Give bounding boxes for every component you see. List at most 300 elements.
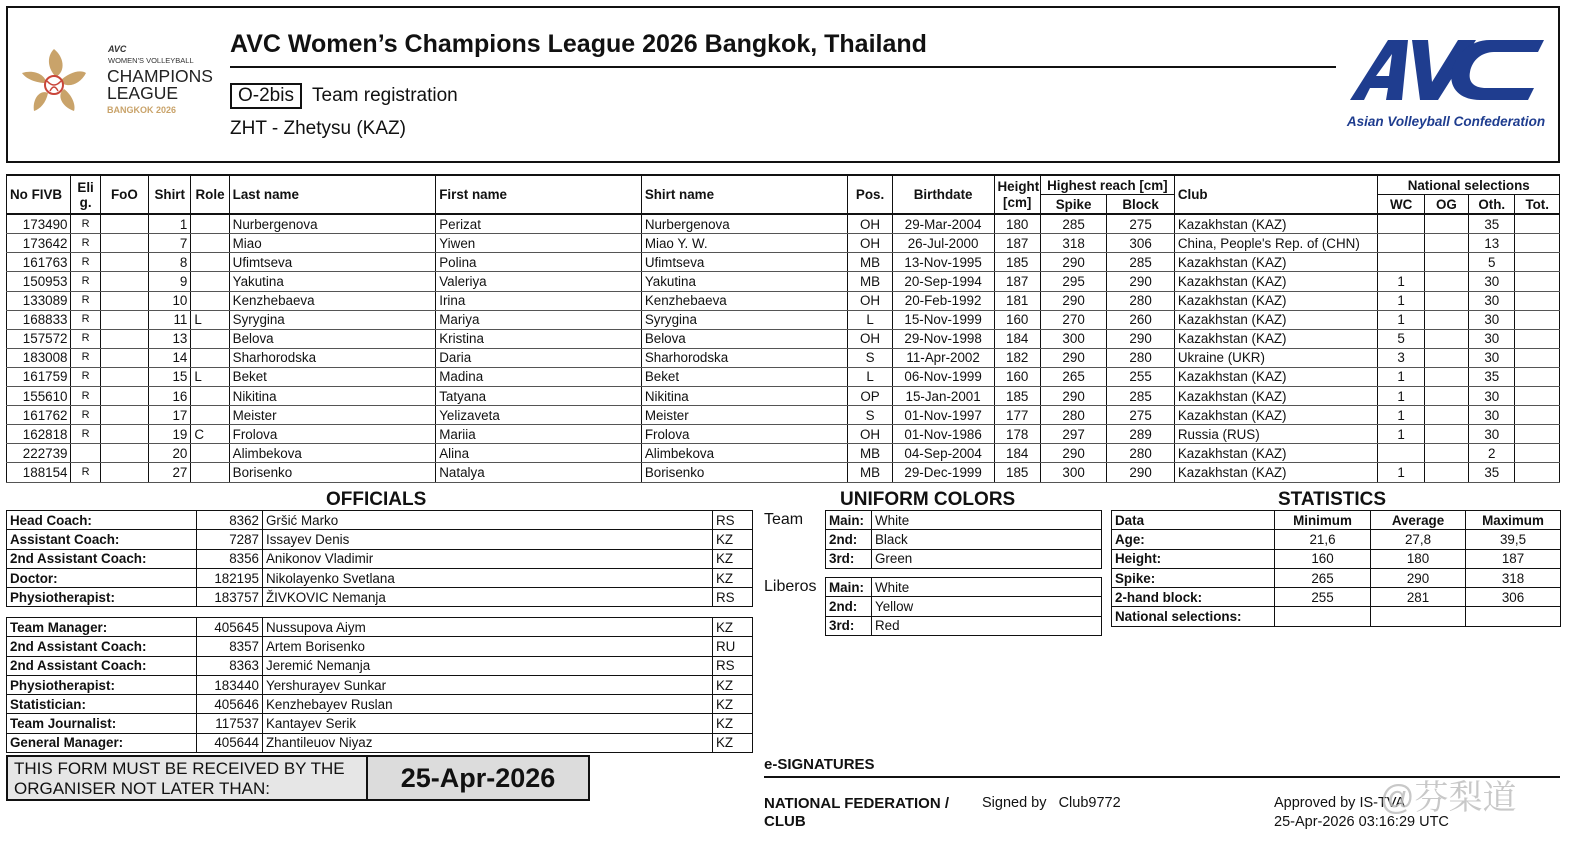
stats-max: 39,5	[1466, 530, 1561, 549]
player-first-name: Mariya	[436, 310, 642, 329]
player-wc: 5	[1378, 329, 1424, 348]
official-row	[7, 549, 753, 568]
uniform-team-label: Team	[764, 511, 804, 528]
player-og	[1424, 444, 1468, 463]
official-role: 2nd Assistant Coach:	[7, 637, 197, 656]
player-shirt-name: Kenzhebaeva	[641, 291, 848, 310]
player-eligibility	[71, 444, 100, 463]
player-role: L	[191, 367, 229, 386]
col-shirt-name: Shirt name	[641, 175, 848, 214]
player-shirt-number: 10	[149, 291, 191, 310]
uniform-color: Yellow	[872, 597, 1102, 616]
cl-logo-line1: AVC	[108, 44, 127, 54]
player-position: OH	[848, 234, 892, 253]
official-role: 2nd Assistant Coach:	[7, 549, 197, 568]
signed-by: Signed by Club9772	[982, 795, 1121, 811]
player-tot	[1515, 387, 1560, 406]
player-role	[191, 234, 229, 253]
col-national-selections: National selections	[1378, 175, 1560, 195]
official-name: Zhantileuov Niyaz	[263, 733, 713, 752]
player-position: OH	[848, 329, 892, 348]
official-role: Physiotherapist:	[7, 675, 197, 694]
player-position: S	[848, 406, 892, 425]
player-og	[1424, 348, 1468, 367]
stats-row	[1112, 549, 1561, 568]
player-fivb-no: 157572	[7, 329, 71, 348]
stats-max: 318	[1466, 568, 1561, 587]
esignatures-title: e-SIGNATURES	[764, 756, 875, 773]
statistics-table	[1111, 510, 1561, 627]
player-foo	[100, 348, 148, 367]
player-tot	[1515, 348, 1560, 367]
player-tot	[1515, 367, 1560, 386]
player-club: Kazakhstan (KAZ)	[1174, 272, 1378, 291]
player-position: L	[848, 310, 892, 329]
official-country: KZ	[713, 549, 753, 568]
player-shirt-number: 15	[149, 367, 191, 386]
stats-max: 306	[1466, 588, 1561, 607]
uniform-team-table	[825, 510, 1102, 569]
player-block: 290	[1107, 463, 1175, 482]
player-row	[7, 214, 1560, 234]
player-fivb-no: 133089	[7, 291, 71, 310]
official-country: KZ	[713, 530, 753, 549]
player-first-name: Irina	[436, 291, 642, 310]
player-shirt-name: Nikitina	[641, 387, 848, 406]
approved-by: Approved by IS-TVA	[1274, 795, 1406, 811]
player-first-name: Madina	[436, 367, 642, 386]
official-id: 405645	[197, 618, 263, 637]
col-first-name: First name	[436, 175, 642, 214]
player-club: Kazakhstan (KAZ)	[1174, 406, 1378, 425]
player-birthdate: 26-Jul-2000	[892, 234, 994, 253]
player-birthdate: 15-Jan-2001	[892, 387, 994, 406]
player-fivb-no: 222739	[7, 444, 71, 463]
official-role: Team Manager:	[7, 618, 197, 637]
player-og	[1424, 272, 1468, 291]
player-birthdate: 29-Nov-1998	[892, 329, 994, 348]
player-height: 181	[994, 291, 1040, 310]
player-shirt-number: 13	[149, 329, 191, 348]
player-block: 306	[1107, 234, 1175, 253]
player-shirt-number: 11	[149, 310, 191, 329]
uniform-colors-title: UNIFORM COLORS	[840, 489, 1016, 510]
player-height: 182	[994, 348, 1040, 367]
players-table	[6, 174, 1560, 483]
officials-title: OFFICIALS	[326, 489, 427, 510]
player-block: 285	[1107, 253, 1175, 272]
player-position: OH	[848, 214, 892, 234]
player-foo	[100, 463, 148, 482]
player-foo	[100, 329, 148, 348]
player-club: Kazakhstan (KAZ)	[1174, 463, 1378, 482]
player-first-name: Yiwen	[436, 234, 642, 253]
form-code: O-2bis	[230, 83, 302, 109]
player-shirt-number: 9	[149, 272, 191, 291]
official-row	[7, 530, 753, 549]
player-shirt-name: Borisenko	[641, 463, 848, 482]
player-shirt-name: Miao Y. W.	[641, 234, 848, 253]
player-row	[7, 463, 1560, 482]
player-oth: 13	[1469, 234, 1515, 253]
official-name: Yershurayev Sunkar	[263, 675, 713, 694]
player-fivb-no: 162818	[7, 425, 71, 444]
player-eligibility: R	[71, 291, 100, 310]
player-spike: 265	[1040, 367, 1107, 386]
player-oth: 30	[1469, 291, 1515, 310]
uniform-kind: Main:	[826, 511, 872, 530]
col-role: Role	[191, 175, 229, 214]
player-position: L	[848, 367, 892, 386]
player-wc: 1	[1378, 387, 1424, 406]
player-shirt-name: Frolova	[641, 425, 848, 444]
player-role	[191, 329, 229, 348]
player-og	[1424, 463, 1468, 482]
col-elig: Eli g.	[71, 175, 100, 214]
stats-col-max: Maximum	[1466, 511, 1561, 530]
uniform-row	[826, 530, 1102, 549]
player-foo	[100, 310, 148, 329]
player-og	[1424, 406, 1468, 425]
player-birthdate: 15-Nov-1999	[892, 310, 994, 329]
player-height: 180	[994, 214, 1040, 234]
cl-logo-line3: CHAMPIONS	[107, 66, 213, 86]
player-spike: 285	[1040, 214, 1107, 234]
uniform-color: Red	[872, 616, 1102, 635]
player-fivb-no: 161759	[7, 367, 71, 386]
player-foo	[100, 272, 148, 291]
player-foo	[100, 367, 148, 386]
player-first-name: Kristina	[436, 329, 642, 348]
official-id: 8356	[197, 549, 263, 568]
national-federation-label: NATIONAL FEDERATION / CLUB	[764, 795, 949, 830]
player-tot	[1515, 234, 1560, 253]
player-shirt-name: Nurbergenova	[641, 214, 848, 234]
uniform-row	[826, 616, 1102, 635]
official-role: Team Journalist:	[7, 714, 197, 733]
player-block: 280	[1107, 444, 1175, 463]
champions-league-logo	[14, 38, 224, 128]
official-name: Jeremić Nemanja	[263, 656, 713, 675]
player-foo	[100, 406, 148, 425]
player-spike: 290	[1040, 444, 1107, 463]
player-shirt-name: Yakutina	[641, 272, 848, 291]
player-spike: 290	[1040, 291, 1107, 310]
player-position: OH	[848, 291, 892, 310]
player-foo	[100, 291, 148, 310]
player-spike: 297	[1040, 425, 1107, 444]
stats-row	[1112, 607, 1561, 626]
official-id: 405646	[197, 695, 263, 714]
official-role: Assistant Coach:	[7, 530, 197, 549]
player-first-name: Valeriya	[436, 272, 642, 291]
player-last-name: Nurbergenova	[229, 214, 436, 234]
player-fivb-no: 161762	[7, 406, 71, 425]
player-eligibility: R	[71, 348, 100, 367]
player-position: MB	[848, 253, 892, 272]
player-wc	[1378, 253, 1424, 272]
player-og	[1424, 367, 1468, 386]
player-foo	[100, 444, 148, 463]
player-height: 160	[994, 310, 1040, 329]
player-first-name: Yelizaveta	[436, 406, 642, 425]
player-block: 280	[1107, 348, 1175, 367]
cl-logo-line5: BANGKOK 2026	[107, 105, 177, 115]
player-birthdate: 04-Sep-2004	[892, 444, 994, 463]
official-name: Artem Borisenko	[263, 637, 713, 656]
player-last-name: Kenzhebaeva	[229, 291, 436, 310]
stats-label: Spike:	[1112, 568, 1275, 587]
player-spike: 295	[1040, 272, 1107, 291]
player-role	[191, 387, 229, 406]
stats-row	[1112, 530, 1561, 549]
player-spike: 290	[1040, 253, 1107, 272]
player-oth: 30	[1469, 406, 1515, 425]
player-height: 184	[994, 329, 1040, 348]
player-role: L	[191, 310, 229, 329]
player-fivb-no: 173642	[7, 234, 71, 253]
player-oth: 2	[1469, 444, 1515, 463]
uniform-liberos-table	[825, 577, 1102, 636]
player-last-name: Yakutina	[229, 272, 436, 291]
official-country: KZ	[713, 733, 753, 752]
player-row	[7, 387, 1560, 406]
official-role: General Manager:	[7, 733, 197, 752]
uniform-color: Green	[872, 549, 1102, 568]
official-row	[7, 675, 753, 694]
document-title: AVC Women’s Champions League 2026 Bangkok, Thailand	[230, 30, 927, 58]
player-tot	[1515, 253, 1560, 272]
player-last-name: Beket	[229, 367, 436, 386]
player-fivb-no: 150953	[7, 272, 71, 291]
player-tot	[1515, 444, 1560, 463]
player-oth: 35	[1469, 463, 1515, 482]
player-birthdate: 11-Apr-2002	[892, 348, 994, 367]
col-highest-reach: Highest reach [cm]	[1040, 175, 1174, 195]
player-role: C	[191, 425, 229, 444]
uniform-kind: 2nd:	[826, 530, 872, 549]
player-oth: 5	[1469, 253, 1515, 272]
official-name: Nikolayenko Svetlana	[263, 568, 713, 587]
player-shirt-name: Sharhorodska	[641, 348, 848, 367]
player-block: 290	[1107, 272, 1175, 291]
player-foo	[100, 214, 148, 234]
player-wc: 1	[1378, 272, 1424, 291]
official-country: KZ	[713, 568, 753, 587]
player-shirt-name: Syrygina	[641, 310, 848, 329]
uniform-row	[826, 549, 1102, 568]
player-height: 160	[994, 367, 1040, 386]
player-eligibility: R	[71, 367, 100, 386]
player-block: 290	[1107, 329, 1175, 348]
official-name: Anikonov Vladimir	[263, 549, 713, 568]
player-block: 280	[1107, 291, 1175, 310]
uniform-color: White	[872, 578, 1102, 597]
player-last-name: Sharhorodska	[229, 348, 436, 367]
player-oth: 35	[1469, 214, 1515, 234]
player-tot	[1515, 214, 1560, 234]
official-id: 117537	[197, 714, 263, 733]
watermark: @芬梨道	[1380, 779, 1517, 817]
player-foo	[100, 234, 148, 253]
player-club: Kazakhstan (KAZ)	[1174, 367, 1378, 386]
official-name: Kantayev Serik	[263, 714, 713, 733]
player-row	[7, 329, 1560, 348]
player-height: 178	[994, 425, 1040, 444]
player-eligibility: R	[71, 253, 100, 272]
player-og	[1424, 291, 1468, 310]
player-row	[7, 291, 1560, 310]
player-last-name: Miao	[229, 234, 436, 253]
stats-avg: 290	[1371, 568, 1466, 587]
official-country: KZ	[713, 675, 753, 694]
player-shirt-name: Beket	[641, 367, 848, 386]
official-role: Doctor:	[7, 568, 197, 587]
player-wc: 1	[1378, 291, 1424, 310]
official-id: 182195	[197, 568, 263, 587]
col-foo: FoO	[100, 175, 148, 214]
player-spike: 300	[1040, 463, 1107, 482]
player-height: 185	[994, 387, 1040, 406]
player-height: 184	[994, 444, 1040, 463]
player-position: MB	[848, 272, 892, 291]
player-shirt-name: Alimbekova	[641, 444, 848, 463]
player-block: 260	[1107, 310, 1175, 329]
player-og	[1424, 425, 1468, 444]
stats-label: Height:	[1112, 549, 1275, 568]
player-height: 185	[994, 253, 1040, 272]
player-fivb-no: 173490	[7, 214, 71, 234]
official-row	[7, 568, 753, 587]
official-row	[7, 714, 753, 733]
player-wc	[1378, 444, 1424, 463]
official-role: 2nd Assistant Coach:	[7, 656, 197, 675]
official-row	[7, 637, 753, 656]
player-birthdate: 20-Sep-1994	[892, 272, 994, 291]
player-first-name: Mariia	[436, 425, 642, 444]
uniform-color: White	[872, 511, 1102, 530]
official-id: 183440	[197, 675, 263, 694]
player-first-name: Alina	[436, 444, 642, 463]
official-country: RU	[713, 637, 753, 656]
player-height: 185	[994, 463, 1040, 482]
player-fivb-no: 155610	[7, 387, 71, 406]
player-eligibility: R	[71, 310, 100, 329]
player-eligibility: R	[71, 329, 100, 348]
player-shirt-number: 16	[149, 387, 191, 406]
deadline-box	[6, 755, 590, 801]
player-shirt-number: 19	[149, 425, 191, 444]
official-name: Issayev Denis	[263, 530, 713, 549]
official-id: 7287	[197, 530, 263, 549]
player-block: 255	[1107, 367, 1175, 386]
player-height: 187	[994, 272, 1040, 291]
uniform-kind: 2nd:	[826, 597, 872, 616]
official-id: 183757	[197, 588, 263, 607]
cl-logo-line2: WOMEN'S VOLLEYBALL	[108, 56, 194, 65]
player-row	[7, 234, 1560, 253]
player-club: Kazakhstan (KAZ)	[1174, 291, 1378, 310]
player-last-name: Ufimtseva	[229, 253, 436, 272]
player-row	[7, 348, 1560, 367]
official-id: 8363	[197, 656, 263, 675]
player-shirt-number: 17	[149, 406, 191, 425]
stats-max	[1466, 607, 1561, 626]
stats-col-avg: Average	[1371, 511, 1466, 530]
player-fivb-no: 183008	[7, 348, 71, 367]
player-tot	[1515, 406, 1560, 425]
official-id: 405644	[197, 733, 263, 752]
stats-avg	[1371, 607, 1466, 626]
official-id: 8357	[197, 637, 263, 656]
player-club: Kazakhstan (KAZ)	[1174, 253, 1378, 272]
stats-min: 21,6	[1275, 530, 1371, 549]
official-id: 8362	[197, 511, 263, 530]
player-role	[191, 463, 229, 482]
player-height: 177	[994, 406, 1040, 425]
player-role	[191, 253, 229, 272]
player-eligibility: R	[71, 425, 100, 444]
title-rule	[230, 66, 1336, 68]
stats-min: 255	[1275, 588, 1371, 607]
player-foo	[100, 425, 148, 444]
official-row	[7, 695, 753, 714]
team-name: ZHT - Zhetysu (KAZ)	[230, 118, 406, 139]
player-role	[191, 291, 229, 310]
player-oth: 35	[1469, 367, 1515, 386]
player-eligibility: R	[71, 387, 100, 406]
player-oth: 30	[1469, 387, 1515, 406]
player-row	[7, 444, 1560, 463]
col-last-name: Last name	[229, 175, 436, 214]
col-block: Block	[1107, 195, 1175, 215]
stats-min	[1275, 607, 1371, 626]
player-spike: 270	[1040, 310, 1107, 329]
player-birthdate: 29-Dec-1999	[892, 463, 994, 482]
uniform-kind: Main:	[826, 578, 872, 597]
player-tot	[1515, 425, 1560, 444]
player-og	[1424, 214, 1468, 234]
player-og	[1424, 310, 1468, 329]
player-og	[1424, 253, 1468, 272]
player-fivb-no: 188154	[7, 463, 71, 482]
player-tot	[1515, 272, 1560, 291]
stats-max: 187	[1466, 549, 1561, 568]
col-pos: Pos.	[848, 175, 892, 214]
player-role	[191, 214, 229, 234]
player-tot	[1515, 463, 1560, 482]
official-country: RS	[713, 588, 753, 607]
official-row	[7, 618, 753, 637]
player-last-name: Alimbekova	[229, 444, 436, 463]
player-last-name: Frolova	[229, 425, 436, 444]
player-club: Russia (RUS)	[1174, 425, 1378, 444]
player-oth: 30	[1469, 425, 1515, 444]
official-country: KZ	[713, 618, 753, 637]
player-oth: 30	[1469, 329, 1515, 348]
uniform-row	[826, 597, 1102, 616]
col-shirt: Shirt	[149, 175, 191, 214]
player-fivb-no: 161763	[7, 253, 71, 272]
player-wc: 3	[1378, 348, 1424, 367]
player-club: Kazakhstan (KAZ)	[1174, 329, 1378, 348]
player-eligibility: R	[71, 272, 100, 291]
player-club: China, People's Rep. of (CHN)	[1174, 234, 1378, 253]
player-club: Kazakhstan (KAZ)	[1174, 310, 1378, 329]
player-first-name: Polina	[436, 253, 642, 272]
player-oth: 30	[1469, 348, 1515, 367]
player-block: 289	[1107, 425, 1175, 444]
